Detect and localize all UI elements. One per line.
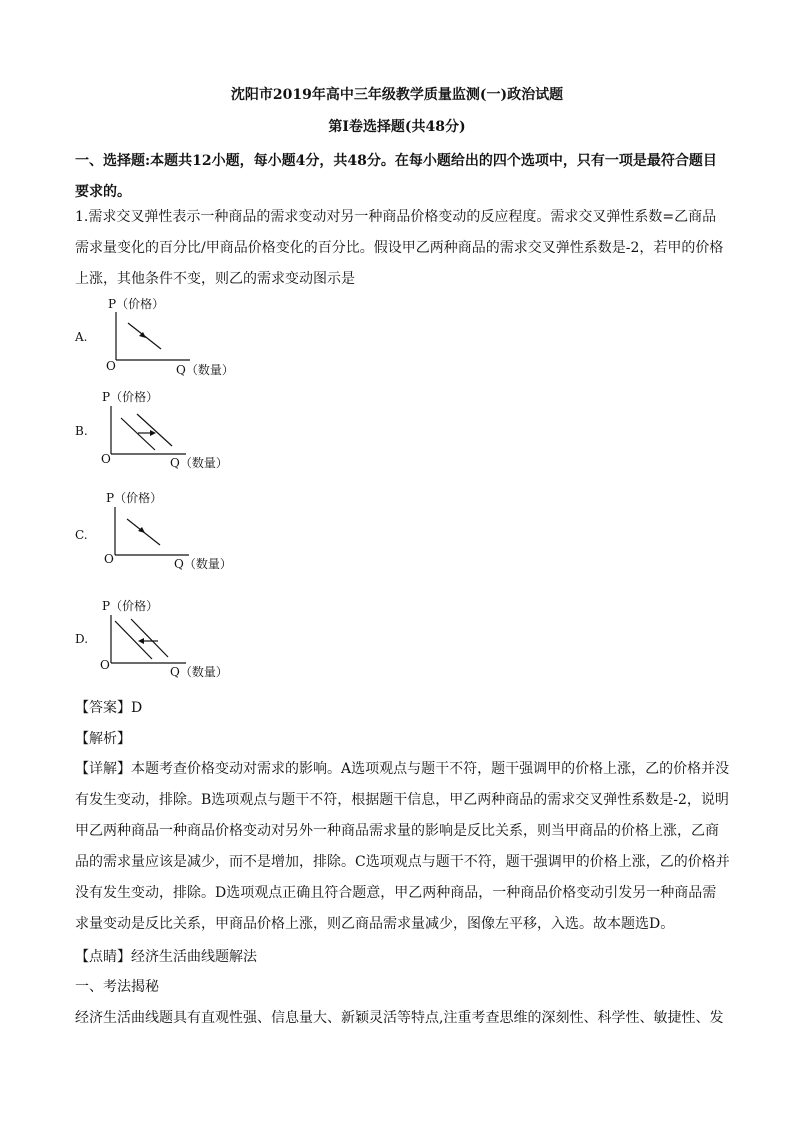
option-c-graph — [100, 489, 250, 571]
analysis-detail: 【详解】本题考查价格变动对需求的影响。A选项观点与题干不符，题干强调甲的价格上涨，乙的价格并没有发生变动，排除。B选项观点与题干不符，根据题干信息，甲乙两种商品的需求交叉弹性系数是-2，说明甲乙两种商品一种商品价格变动对另外一种商品需求量的影响是反比关系，则当甲商品的价格上涨，乙商品的需求量应该是减少，而不是增加，排除。C选项观点与题干不符，题干强调甲的价格上涨，乙的价格并没有发生变动，排除。D选项观点正确且符合题意，甲乙两种商品，一种商品价格变动引发另一种商品需求量变动是反比关系，甲商品价格上涨，则乙商品需求量减少，图像左平移，入选。故本题选D。 — [75, 761, 730, 932]
option-a-label: A. — [75, 330, 88, 344]
analysis-heading: 【解析】 — [75, 731, 131, 747]
question-stem: 1.需求交叉弹性表示一种商品的需求变动对另一种商品价格变动的反应程度。需求交叉弹性系数=乙商品需求量变化的百分比/甲商品价格变化的百分比。假设甲乙两种商品的需求交叉弹性系数是-2，若甲的价格上涨，其他条件不变，则乙的需求变动图示是 — [75, 209, 724, 287]
option-b-graph — [100, 388, 250, 470]
answer-line: 【答案】D — [75, 700, 143, 716]
key-point-heading: 【点睛】经济生活曲线题解法 — [75, 949, 257, 965]
option-c-x-axis-label: Q（数量） — [174, 557, 232, 571]
option-d-curve-2 — [131, 619, 168, 657]
option-a-graph — [100, 296, 250, 378]
option-b-y-axis-label: P（价格） — [102, 390, 159, 404]
method-text: 经济生活曲线题具有直观性强、信息量大、新颖灵活等特点,注重考查思维的深刻性、科学性、敏捷性、发 — [75, 1010, 724, 1026]
option-b-x-axis-label: Q（数量） — [170, 456, 228, 470]
option-d-curve-1 — [115, 621, 152, 659]
option-d-arrow — [138, 638, 144, 644]
option-d-graph — [100, 597, 250, 681]
option-a-y-axis-label: P（价格） — [108, 297, 165, 311]
option-d-label: D. — [75, 632, 89, 646]
option-c-label: C. — [75, 528, 88, 542]
option-a-x-axis-label: Q（数量） — [176, 363, 234, 377]
page-title: 沈阳市2019年高中三年级教学质量监测(一)政治试题 — [230, 87, 564, 103]
page-subtitle: 第I卷选择题(共48分) — [328, 119, 466, 135]
option-d-y-axis-label: P（价格） — [102, 599, 159, 613]
option-c-origin: O — [104, 552, 114, 566]
option-d-origin: O — [100, 658, 110, 672]
option-b-curve-1 — [121, 418, 155, 450]
option-c-y-axis-label: P（价格） — [106, 491, 163, 505]
option-b-label: B. — [75, 424, 88, 438]
option-b-origin: O — [101, 452, 111, 466]
option-d-x-axis-label: Q（数量） — [170, 665, 228, 679]
option-b-curve-2 — [137, 414, 172, 446]
option-a-origin: O — [106, 359, 116, 373]
section-heading: 一、选择题:本题共12小题，每小题4分，共48分。在每小题给出的四个选项中，只有一项是最符合题目要求的。 — [75, 153, 717, 200]
method-heading: 一、考法揭秘 — [75, 979, 159, 995]
